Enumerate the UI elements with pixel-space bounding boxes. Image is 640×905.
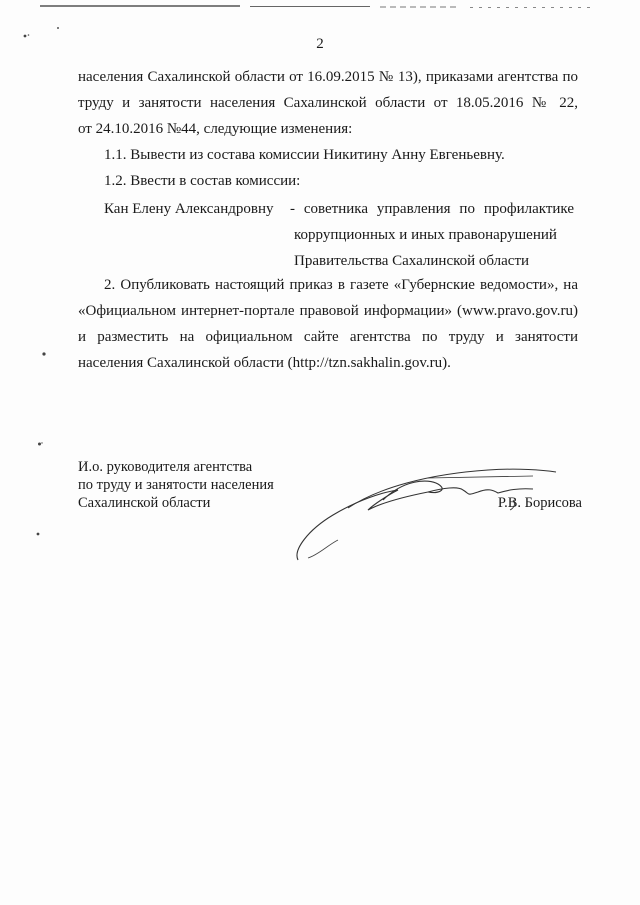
paragraph-2-line-4: населения Сахалинской области (http://tzn.sakhalin.gov.ru). (78, 355, 451, 371)
scan-speck (36, 440, 44, 448)
position-line-1: И.о. руководителя агентства (78, 459, 253, 475)
handwritten-signature (288, 460, 563, 570)
signer-name: Р.В. Борисова (497, 495, 582, 511)
position-line-3: Сахалинской области (78, 495, 211, 511)
paragraph-1-line-1: населения Сахалинской области от 16.09.2015 № 13), приказами агентства по (78, 69, 578, 85)
position-line-2: по труду и занятости населения (78, 477, 274, 493)
paragraph-2-line-2: «Официальном интернет-портале правовой информации» (www.pravo.gov.ru) (78, 303, 578, 319)
paragraph-1-line-3: от 24.10.2016 №44, следующие изменения: (78, 121, 353, 137)
signatory-position (78, 458, 274, 512)
role-line-1: - советника управления по профилактике (290, 201, 574, 217)
scan-speck (40, 350, 48, 358)
paragraph-2-line-1: 2. Опубликовать настоящий приказ в газете «Губернские ведомости», на (104, 277, 578, 293)
scan-edge-marks (40, 4, 600, 10)
item-1-2: 1.2. Ввести в состав комиссии: (104, 173, 301, 189)
role-line-2: коррупционных и иных правонарушений (294, 227, 557, 243)
role-line-3: Правительства Сахалинской области (294, 253, 530, 269)
new-member-role (290, 196, 580, 274)
scan-speck (22, 32, 30, 40)
paragraph-2-line-3: и разместить на официальном сайте агентства по труду и занятости (78, 329, 578, 345)
page-number: 2 (316, 36, 324, 52)
scan-speck (54, 24, 62, 32)
new-member-name: Кан Елену Александровну (104, 201, 274, 217)
paragraph-1-line-2: труду и занятости населения Сахалинской области от 18.05.2016 № 22, (78, 95, 578, 111)
paragraph-2 (78, 272, 578, 376)
scan-speck (34, 530, 42, 538)
item-1-1: 1.1. Вывести из состава комиссии Никитину Анну Евгеньевну. (104, 147, 505, 163)
